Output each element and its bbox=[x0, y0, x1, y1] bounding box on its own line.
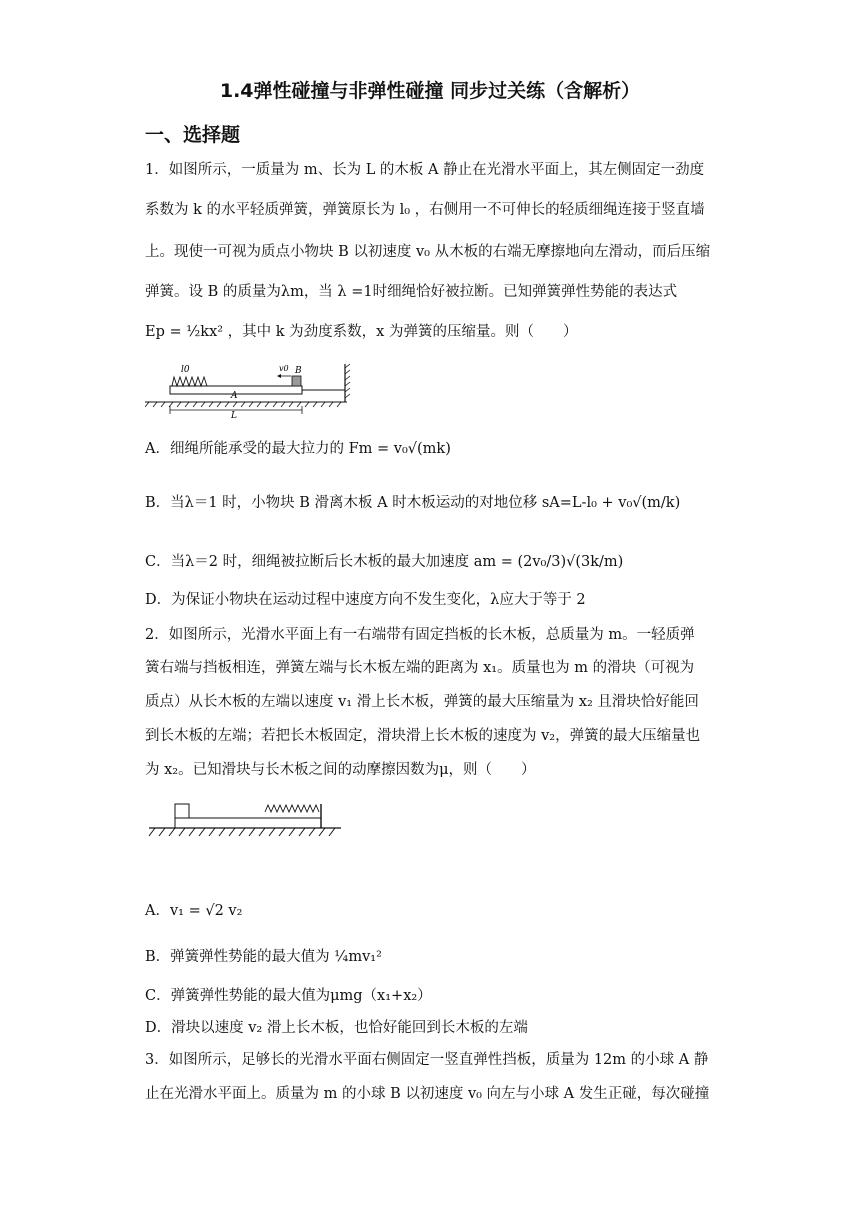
fig1-label-L: L bbox=[231, 411, 237, 420]
q2-figure bbox=[145, 798, 345, 842]
q3-line-2: 止在光滑水平面上。质量为 m 的小球 B 以初速度 v₀ 向左与小球 A 发生正碰，每次碰撞 bbox=[145, 1086, 710, 1102]
q2-line-1: 2．如图所示，光滑水平面上有一右端带有固定挡板的长木板，总质量为 m。一轻质弹 bbox=[145, 627, 695, 643]
q3-line-1: 3．如图所示，足够长的光滑水平面右侧固定一竖直弹性挡板，质量为 12m 的小球 A 静 bbox=[145, 1052, 709, 1068]
q1-line-2: 系数为 k 的水平轻质弹簧，弹簧原长为 l₀ ，右侧用一不可伸长的轻质细绳连接于竖直墙 bbox=[145, 202, 705, 218]
q2-option-d[interactable]: D．滑块以速度 v₂ 滑上长木板，也恰好能回到长木板的左端 bbox=[145, 1020, 528, 1036]
q1-option-b[interactable]: B．当λ＝1 时，小物块 B 滑离木板 A 时木板运动的对地位移 sA=L-l₀ + v₀√(m/k) bbox=[145, 495, 681, 511]
section-heading: 一、选择题 bbox=[145, 124, 241, 146]
q1-option-c[interactable]: C．当λ＝2 时，细绳被拉断后长木板的最大加速度 am = (2v₀/3)√(3k/m) bbox=[145, 554, 624, 570]
q2-line-2: 簧右端与挡板相连，弹簧左端与长木板左端的距离为 x₁。质量也为 m 的滑块（可视为 bbox=[145, 660, 695, 676]
page-title: 1.4弹性碰撞与非弹性碰撞 同步过关练（含解析） bbox=[219, 80, 641, 102]
q1-line-5: Ep = ½kx² ，其中 k 为劲度系数，x 为弹簧的压缩量。则（ ） bbox=[145, 324, 578, 340]
q1-line-1: 1．如图所示，一质量为 m、长为 L 的木板 A 静止在光滑水平面上，其左侧固定一劲度 bbox=[145, 162, 705, 178]
q2-option-b[interactable]: B．弹簧弹性势能的最大值为 ¼mv₁² bbox=[145, 949, 382, 965]
q2-line-3: 质点）从长木板的左端以速度 v₁ 滑上长木板，弹簧的最大压缩量为 x₂ 且滑块恰好能回 bbox=[145, 694, 699, 710]
q2-line-5: 为 x₂。已知滑块与长木板之间的动摩擦因数为μ，则（ ） bbox=[145, 762, 536, 778]
fig1-label-B: B bbox=[295, 366, 302, 376]
fig1-label-v0: v0 bbox=[279, 364, 289, 373]
fig1-label-A: A bbox=[231, 391, 238, 401]
q1-option-a[interactable]: A．细绳所能承受的最大拉力的 Fm = v₀√(mk) bbox=[145, 441, 451, 457]
q2-option-a[interactable]: A．v₁ = √2 v₂ bbox=[145, 903, 243, 919]
q2-line-4: 到长木板的左端；若把长木板固定，滑块滑上长木板的速度为 v₂，弹簧的最大压缩量也 bbox=[145, 728, 701, 744]
q1-line-3: 上。现使一可视为质点小物块 B 以初速度 v₀ 从木板的右端无摩擦地向左滑动，而后压缩 bbox=[145, 244, 711, 260]
q1-figure bbox=[145, 360, 355, 420]
q1-option-d[interactable]: D．为保证小物块在运动过程中速度方向不发生变化，λ应大于等于 2 bbox=[145, 592, 586, 608]
fig1-label-l0: l0 bbox=[181, 365, 190, 375]
q2-option-c[interactable]: C．弹簧弹性势能的最大值为μmg（x₁+x₂） bbox=[145, 988, 432, 1004]
q1-line-4: 弹簧。设 B 的质量为λm，当 λ =1时细绳恰好被拉断。已知弹簧弹性势能的表达式 bbox=[145, 284, 678, 300]
